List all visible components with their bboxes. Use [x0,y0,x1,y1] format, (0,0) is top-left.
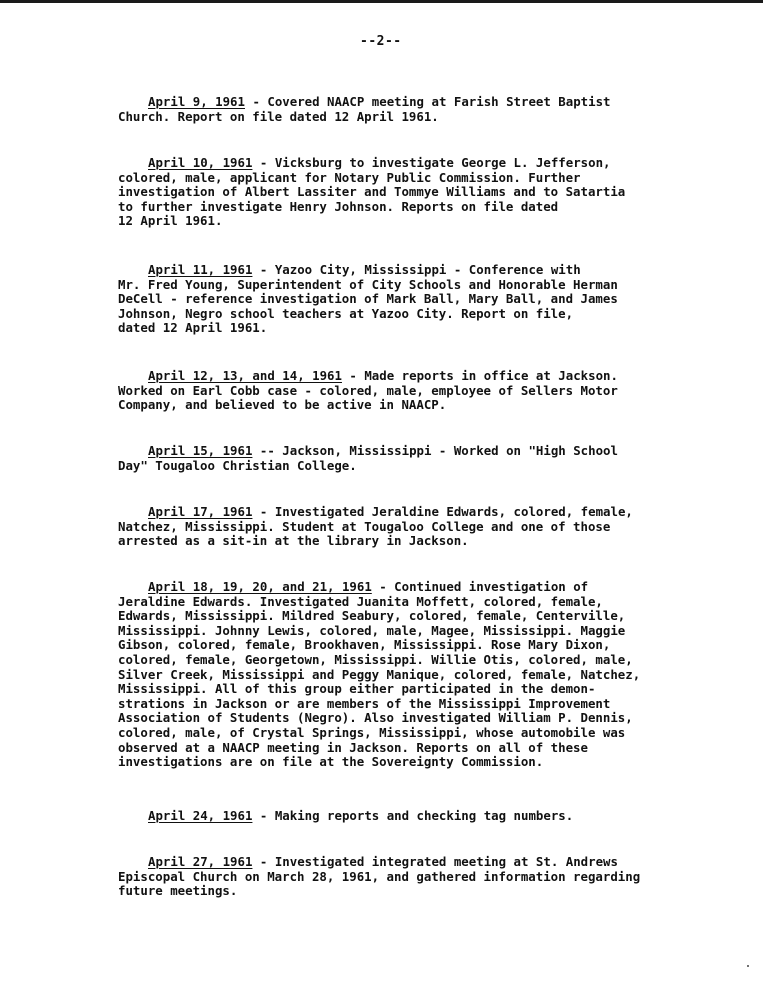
entry-text: Worked on Earl Cobb case - colored, male, employee of Sellers Motor Company, and believed to be active in NAACP. [118,382,618,413]
entry-first-line: - Making reports and checking tag numbers. [252,808,574,823]
entry-april-24 [118,809,758,824]
entry-date: April 24, 1961 [148,808,253,823]
entry-date: April 15, 1961 [148,443,253,458]
entry-date: April 12, 13, and 14, 1961 [148,368,342,383]
entry-first-line: - Yazoo City, Mississippi - Conference with [252,262,581,277]
entry-date: April 18, 19, 20, and 21, 1961 [148,579,372,594]
entry-april-18-21 [118,580,758,770]
entry-first-line: - Made reports in office at Jackson. [341,368,618,383]
entry-text: Natchez, Mississippi. Student at Tougaloo College and one of those arrested as a sit-in at the library in Jackson. [118,518,611,549]
entry-first-line: - Investigated Jeraldine Edwards, colored, female, [252,504,633,519]
entry-date: April 27, 1961 [148,854,253,869]
entry-text: Jeraldine Edwards. Investigated Juanita Moffett, colored, female, Edwards, Mississippi. Mildred Seabury, colored, female, Centerville, Mississippi. Johnny Lewis, colored, male, Magee, Mississippi. Maggie Gibson, colored, female, Brookhaven, Mississippi. Rose Mary Dixon, colored, female, Georgetown, Mississippi. Willie Otis, colored, male, Silver Creek, Mississippi and Peggy Manique, colored, female, Natchez, Mississippi. All of this group either participated in the demon- strations in Jackson or are members of the Mississippi Improvement Association of Students (Negro). Also investigated William P. Dennis, colored, male, of Crystal Springs, Mississippi, whose automobile was observed at a NAACP meeting in Jackson. Reports on all of these investigations are on file at the Sovereignty Commission. [118,593,641,770]
entry-date: April 9, 1961 [148,94,245,109]
entry-text: colored, male, applicant for Notary Public Commission. Further investigation of Albert Lassiter and Tommye Williams and to Satartia to further investigate Henry Johnson. Reports on file dated 12 April 1961. [118,169,626,229]
entry-april-10 [118,156,758,229]
entry-text: Mr. Fred Young, Superintendent of City Schools and Honorable Herman DeCell - reference investigation of Mark Ball, Mary Ball, and James Johnson, Negro school teachers at Yazoo City. Report on file, dated 12 April 1961. [118,276,618,336]
entry-text: Church. Report on file dated 12 April 1961. [118,108,439,124]
entry-date: April 10, 1961 [148,155,253,170]
page-number: --2-- [360,34,402,49]
entry-first-line: - Continued investigation of [371,579,589,594]
entry-date: April 11, 1961 [148,262,253,277]
entry-text: Day" Tougaloo Christian College. [118,457,357,473]
entry-april-27 [118,855,758,899]
entry-first-line: - Vicksburg to investigate George L. Jefferson, [252,155,611,170]
entry-date: April 17, 1961 [148,504,253,519]
entry-text: Episcopal Church on March 28, 1961, and gathered information regarding future meetings. [118,868,641,899]
entry-april-12-14 [118,369,758,413]
scan-speck [747,965,749,967]
entry-april-9 [118,95,758,124]
entry-april-17 [118,505,758,549]
entry-first-line: - Covered NAACP meeting at Farish Street Baptist [244,94,611,109]
entry-first-line: - Investigated integrated meeting at St. Andrews [252,854,618,869]
entry-april-15 [118,444,758,473]
entry-first-line: -- Jackson, Mississippi - Worked on "High School [252,443,618,458]
entry-april-11 [118,263,758,336]
